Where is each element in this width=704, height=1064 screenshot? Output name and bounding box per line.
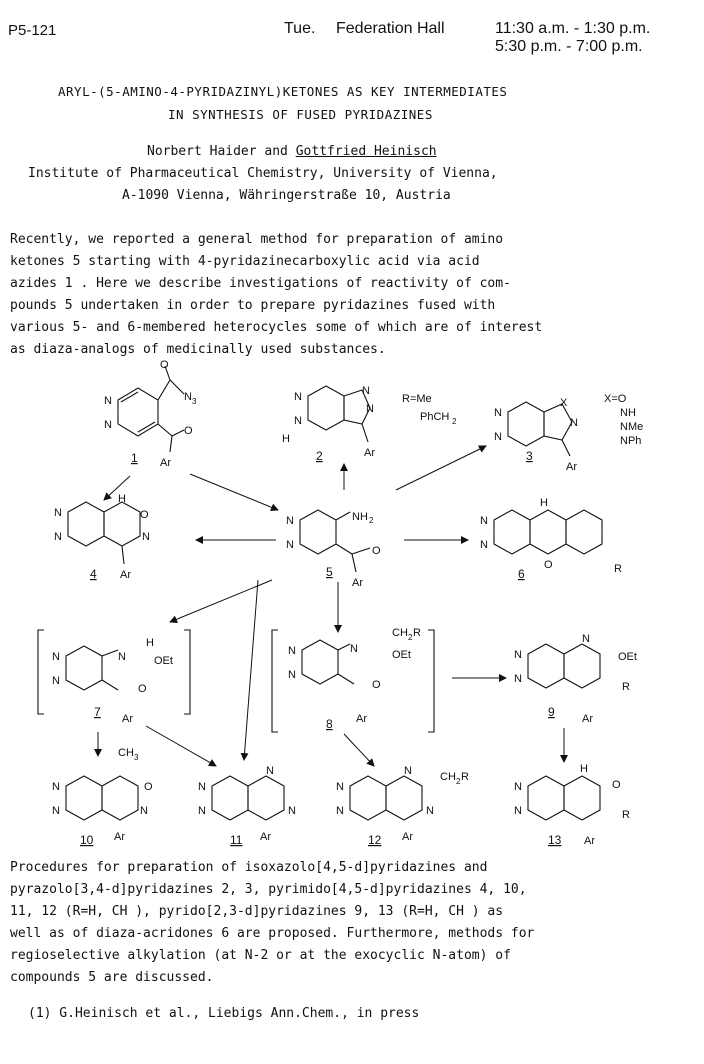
r-phch-sub: 2 xyxy=(452,417,457,426)
procedures-line-3: 11, 12 (R=H, CH ), pyrido[2,3-d]pyridazines 9, 13 (R=H, CH ) as xyxy=(10,904,504,919)
compound-10 xyxy=(52,747,153,847)
atom-n: N xyxy=(198,805,206,817)
amino-nh-sub: 2 xyxy=(369,516,374,525)
author-2-presenting: Gottfried Heinisch xyxy=(295,144,437,159)
atom-n: N xyxy=(480,515,488,527)
compound-label-1: 1 xyxy=(131,451,138,465)
atom-o: O xyxy=(372,545,381,557)
intro-line-5: various 5- and 6-membered heterocycles some of which are of interest xyxy=(10,320,543,335)
atom-n: N xyxy=(288,669,296,681)
session-time-1: 11:30 a.m. - 1:30 p.m. xyxy=(495,20,651,37)
atom-n: N xyxy=(294,391,302,403)
atom-o: O xyxy=(140,509,149,521)
intro-line-2: ketones 5 starting with 4-pyridazinecarboxylic acid via acid xyxy=(10,254,480,269)
compound-8-intermediate xyxy=(272,627,434,732)
substituent-r: R xyxy=(622,809,630,821)
r-phch: PhCH xyxy=(420,411,450,423)
aryl-label: Ar xyxy=(566,461,577,473)
atom-n: N xyxy=(514,673,522,685)
reference-1: (1) G.Heinisch et al., Liebigs Ann.Chem., in press xyxy=(28,1006,420,1021)
compound-label-7: 7 xyxy=(94,705,101,719)
atom-h: H xyxy=(146,637,154,649)
aryl-label: Ar xyxy=(260,831,271,843)
compound-label-3: 3 xyxy=(526,449,533,463)
compound-9 xyxy=(514,633,637,725)
compound-label-6: 6 xyxy=(518,567,525,581)
title-line-1: ARYL-(5-AMINO-4-PYRIDAZINYL)KETONES AS KEY INTERMEDIATES xyxy=(58,84,508,99)
procedures-line-2: pyrazolo[3,4-d]pyridazines 2, 3, pyrimido[4,5-d]pyridazines 4, 10, xyxy=(10,882,527,897)
reaction-scheme xyxy=(0,360,704,860)
atom-n: N xyxy=(52,805,60,817)
atom-n: N xyxy=(266,765,274,777)
ch2r: CH xyxy=(392,627,408,639)
compound-label-12: 12 xyxy=(368,833,382,847)
compound-label-10: 10 xyxy=(80,833,94,847)
compound-label-13: 13 xyxy=(548,833,562,847)
atom-n: N xyxy=(104,395,112,407)
atom-n: N xyxy=(286,515,294,527)
atom-o: O xyxy=(160,360,169,371)
compound-label-8: 8 xyxy=(326,717,333,731)
atom-n: N xyxy=(336,805,344,817)
atom-n: N xyxy=(426,805,434,817)
azide-n-sub: 3 xyxy=(192,397,197,406)
atom-x: X xyxy=(560,397,568,409)
atom-n: N xyxy=(570,417,578,429)
compound-3 xyxy=(494,393,643,473)
atom-n: N xyxy=(286,539,294,551)
atom-n: N xyxy=(140,805,148,817)
atom-n: N xyxy=(362,385,370,397)
intro-line-4: pounds 5 undertaken in order to prepare pyridazines fused with xyxy=(10,298,496,313)
aryl-label: Ar xyxy=(402,831,413,843)
intro-line-6: as diaza-analogs of medicinally used substances. xyxy=(10,342,386,357)
atom-n: N xyxy=(366,403,374,415)
atom-n: N xyxy=(118,651,126,663)
compound-2 xyxy=(282,385,457,463)
session-hall: Federation Hall xyxy=(336,20,445,37)
compound-label-4: 4 xyxy=(90,567,97,581)
compound-11 xyxy=(198,765,296,847)
atom-o: O xyxy=(372,679,381,691)
ch2r-r: R xyxy=(461,771,469,783)
aryl-label: Ar xyxy=(364,447,375,459)
ch2r: CH xyxy=(440,771,456,783)
atom-n: N xyxy=(480,539,488,551)
atom-n: N xyxy=(288,645,296,657)
atom-h: H xyxy=(580,763,588,775)
session-day: Tue. xyxy=(284,20,316,37)
atom-n: N xyxy=(52,781,60,793)
atom-n: N xyxy=(198,781,206,793)
aryl-label: Ar xyxy=(114,831,125,843)
atom-o: O xyxy=(184,425,193,437)
atom-o: O xyxy=(612,779,621,791)
atom-n: N xyxy=(350,643,358,655)
session-time-2: 5:30 p.m. - 7:00 p.m. xyxy=(495,38,643,55)
atom-o: O xyxy=(544,559,553,571)
compound-label-2: 2 xyxy=(316,449,323,463)
ethoxy: OEt xyxy=(154,655,173,667)
procedures-line-4: well as of diaza-acridones 6 are proposed. Furthermore, methods for xyxy=(10,926,535,941)
title-line-2: IN SYNTHESIS OF FUSED PYRIDAZINES xyxy=(168,107,433,122)
institution-line-2: A-1090 Vienna, Währingerstraße 10, Austria xyxy=(122,188,451,203)
compound-7-intermediate xyxy=(38,630,190,725)
atom-n: N xyxy=(54,507,62,519)
aryl-label: Ar xyxy=(584,835,595,847)
x-nph: NPh xyxy=(620,435,642,447)
atom-n: N xyxy=(288,805,296,817)
atom-n: N xyxy=(52,675,60,687)
ethoxy: OEt xyxy=(392,649,411,661)
compound-4 xyxy=(54,493,150,581)
atom-n: N xyxy=(514,649,522,661)
author-1: Norbert Haider and xyxy=(147,144,296,159)
compound-5 xyxy=(286,510,381,589)
procedures-line-5: regioselective alkylation (at N-2 or at the exocyclic N-atom) of xyxy=(10,948,511,963)
aryl-label: Ar xyxy=(356,713,367,725)
atom-n: N xyxy=(104,419,112,431)
atom-n: N xyxy=(514,805,522,817)
compound-label-5: 5 xyxy=(326,565,333,579)
azide-n: N xyxy=(184,391,192,403)
atom-n: N xyxy=(52,651,60,663)
procedures-line-1: Procedures for preparation of isoxazolo[4,5-d]pyridazines and xyxy=(10,860,488,875)
methyl-sub: 3 xyxy=(134,753,139,762)
atom-nh: H xyxy=(118,493,126,505)
r-me: R=Me xyxy=(402,393,432,405)
compound-12 xyxy=(336,765,469,847)
aryl-label: Ar xyxy=(122,713,133,725)
x-o: X=O xyxy=(604,393,627,405)
atom-n: N xyxy=(494,431,502,443)
atom-h: H xyxy=(540,497,548,509)
x-nme: NMe xyxy=(620,421,644,433)
institution-line-1: Institute of Pharmaceutical Chemistry, University of Vienna, xyxy=(28,166,498,181)
aryl-label: Ar xyxy=(120,569,131,581)
atom-n: N xyxy=(514,781,522,793)
ch2r-sub: 2 xyxy=(408,633,413,642)
atom-n: N xyxy=(54,531,62,543)
atom-n: N xyxy=(404,765,412,777)
intro-line-3: azides 1 . Here we describe investigations of reactivity of com- xyxy=(10,276,511,291)
atom-o: O xyxy=(138,683,147,695)
compound-13 xyxy=(514,763,630,847)
aryl-label: Ar xyxy=(160,457,171,469)
compound-1 xyxy=(104,360,197,469)
aryl-label: Ar xyxy=(352,577,363,589)
atom-n: N xyxy=(294,415,302,427)
amino-nh: NH xyxy=(352,511,368,523)
poster-code: P5-121 xyxy=(8,22,57,39)
compound-6 xyxy=(480,497,622,581)
ethoxy: OEt xyxy=(618,651,637,663)
aryl-label: Ar xyxy=(582,713,593,725)
substituent-r: R xyxy=(614,563,622,575)
ch2r-r: R xyxy=(413,627,421,639)
compound-label-9: 9 xyxy=(548,705,555,719)
ch2r-sub: 2 xyxy=(456,777,461,786)
atom-o: O xyxy=(144,781,153,793)
atom-n: N xyxy=(494,407,502,419)
authors xyxy=(147,144,437,159)
atom-h: H xyxy=(282,433,290,445)
atom-n: N xyxy=(336,781,344,793)
intro-line-1: Recently, we reported a general method for preparation of amino xyxy=(10,232,504,247)
atom-n: N xyxy=(582,633,590,645)
procedures-line-6: compounds 5 are discussed. xyxy=(10,970,214,985)
compound-label-11: 11 xyxy=(230,833,243,847)
methyl: CH xyxy=(118,747,134,759)
x-nh: NH xyxy=(620,407,636,419)
substituent-r: R xyxy=(622,681,630,693)
atom-n: N xyxy=(142,531,150,543)
